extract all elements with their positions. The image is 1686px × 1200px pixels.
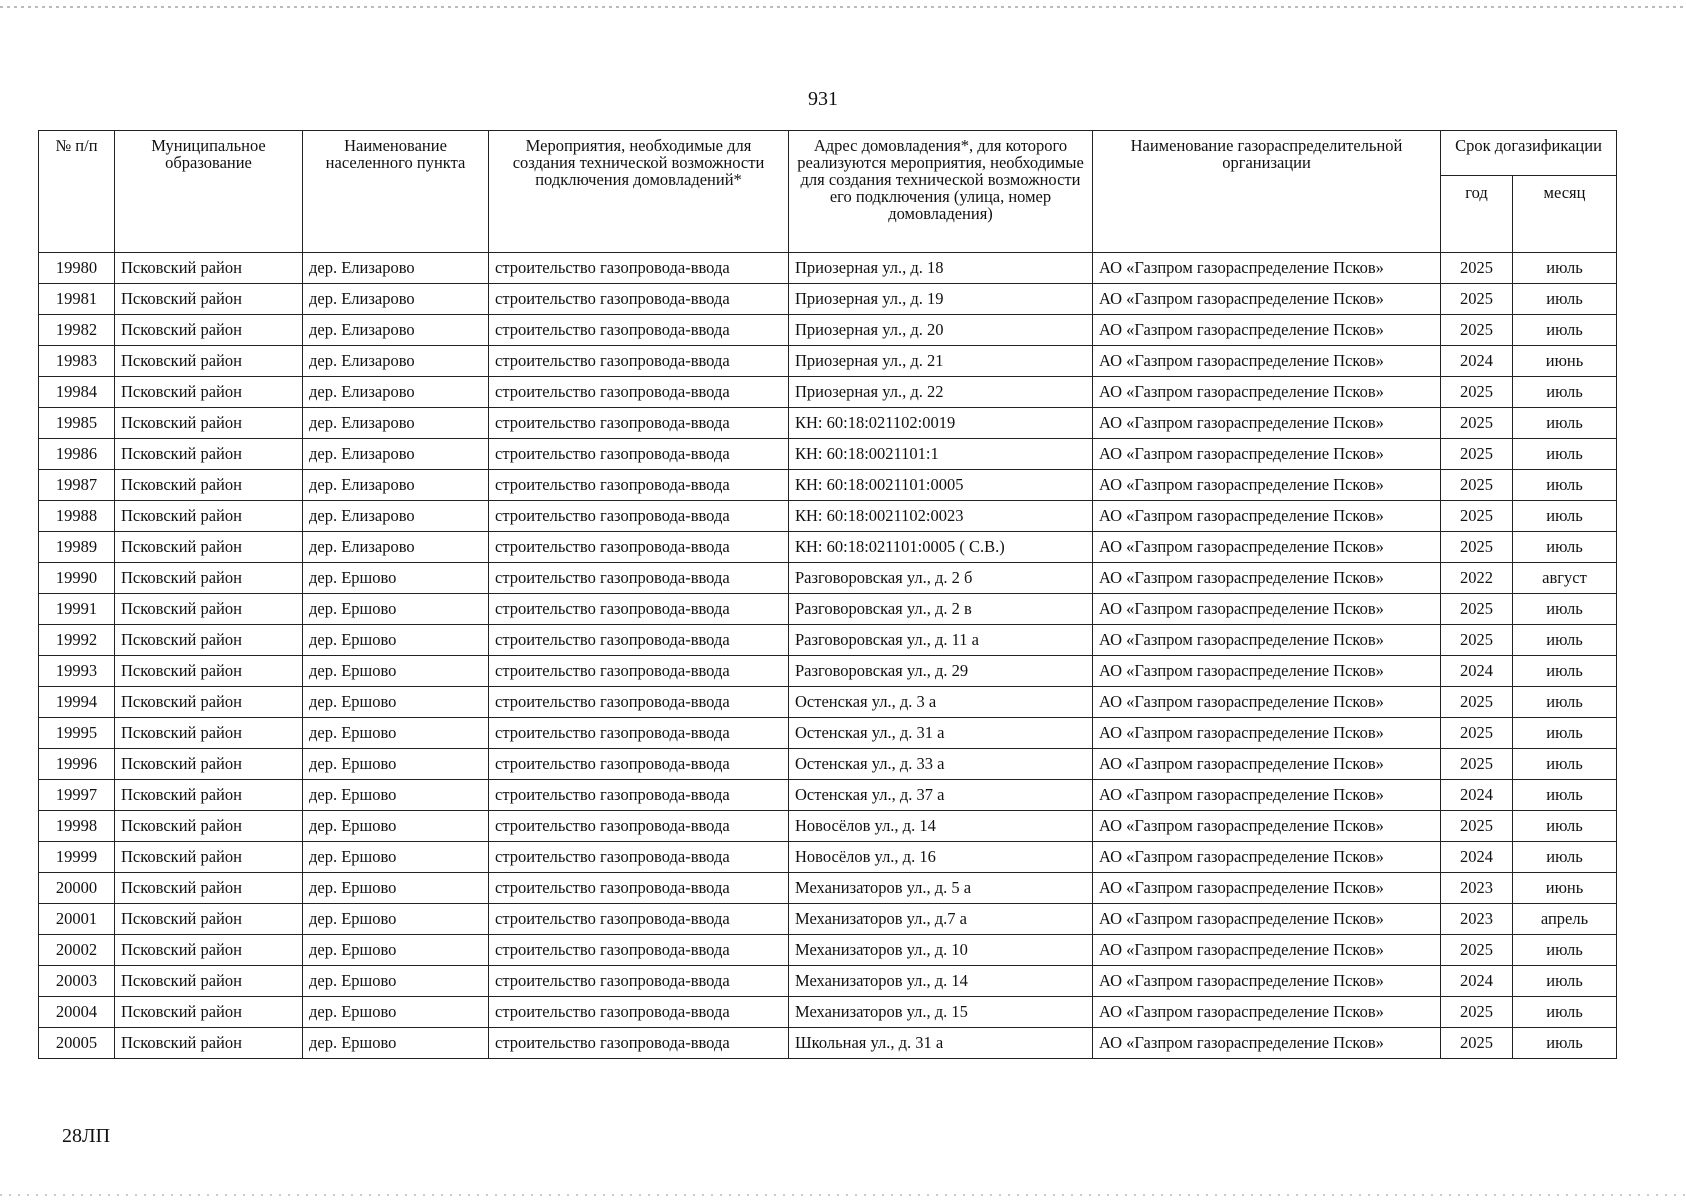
cell-year: 2025: [1441, 532, 1513, 563]
cell-organization: АО «Газпром газораспределение Псков»: [1093, 904, 1441, 935]
cell-settlement: дер. Елизарово: [303, 346, 489, 377]
cell-address: Новосёлов ул., д. 16: [789, 842, 1093, 873]
cell-settlement: дер. Ершово: [303, 904, 489, 935]
table-row: [39, 594, 1617, 625]
cell-num: 19983: [39, 346, 115, 377]
table-row: [39, 718, 1617, 749]
cell-address: Приозерная ул., д. 18: [789, 253, 1093, 284]
cell-settlement: дер. Ершово: [303, 656, 489, 687]
cell-address: Остенская ул., д. 31 а: [789, 718, 1093, 749]
cell-measure: строительство газопровода-ввода: [489, 315, 789, 346]
cell-address: КН: 60:18:021101:0005 ( С.В.): [789, 532, 1093, 563]
cell-municipality: Псковский район: [115, 687, 303, 718]
cell-num: 19980: [39, 253, 115, 284]
cell-organization: АО «Газпром газораспределение Псков»: [1093, 377, 1441, 408]
cell-address: Механизаторов ул., д. 15: [789, 997, 1093, 1028]
cell-month: июль: [1513, 532, 1617, 563]
cell-municipality: Псковский район: [115, 718, 303, 749]
cell-municipality: Псковский район: [115, 470, 303, 501]
cell-address: Школьная ул., д. 31 а: [789, 1028, 1093, 1059]
cell-organization: АО «Газпром газораспределение Псков»: [1093, 284, 1441, 315]
cell-year: 2025: [1441, 718, 1513, 749]
cell-settlement: дер. Ершово: [303, 563, 489, 594]
cell-num: 19986: [39, 439, 115, 470]
cell-month: июль: [1513, 966, 1617, 997]
cell-address: Новосёлов ул., д. 14: [789, 811, 1093, 842]
cell-measure: строительство газопровода-ввода: [489, 687, 789, 718]
table-row: [39, 904, 1617, 935]
cell-num: 19995: [39, 718, 115, 749]
cell-settlement: дер. Ершово: [303, 625, 489, 656]
table-row: [39, 563, 1617, 594]
table-row: [39, 501, 1617, 532]
cell-year: 2025: [1441, 594, 1513, 625]
cell-num: 20001: [39, 904, 115, 935]
cell-settlement: дер. Елизарово: [303, 439, 489, 470]
cell-organization: АО «Газпром газораспределение Псков»: [1093, 811, 1441, 842]
scan-edge-bottom: [0, 1194, 1686, 1196]
scan-edge-top: [0, 6, 1686, 8]
cell-settlement: дер. Ершово: [303, 842, 489, 873]
cell-address: Приозерная ул., д. 20: [789, 315, 1093, 346]
cell-organization: АО «Газпром газораспределение Псков»: [1093, 253, 1441, 284]
cell-settlement: дер. Ершово: [303, 966, 489, 997]
cell-month: июль: [1513, 315, 1617, 346]
cell-year: 2024: [1441, 346, 1513, 377]
table-row: [39, 749, 1617, 780]
cell-settlement: дер. Елизарово: [303, 408, 489, 439]
cell-year: 2025: [1441, 315, 1513, 346]
cell-address: Остенская ул., д. 3 а: [789, 687, 1093, 718]
cell-num: 19993: [39, 656, 115, 687]
cell-month: июль: [1513, 935, 1617, 966]
cell-municipality: Псковский район: [115, 780, 303, 811]
cell-month: июнь: [1513, 873, 1617, 904]
cell-year: 2024: [1441, 780, 1513, 811]
cell-address: Механизаторов ул., д. 10: [789, 935, 1093, 966]
table-row: [39, 687, 1617, 718]
cell-num: 19989: [39, 532, 115, 563]
cell-year: 2024: [1441, 656, 1513, 687]
cell-measure: строительство газопровода-ввода: [489, 625, 789, 656]
cell-measure: строительство газопровода-ввода: [489, 346, 789, 377]
cell-num: 19982: [39, 315, 115, 346]
cell-measure: строительство газопровода-ввода: [489, 997, 789, 1028]
cell-settlement: дер. Елизарово: [303, 315, 489, 346]
table-row: [39, 253, 1617, 284]
cell-num: 20005: [39, 1028, 115, 1059]
cell-year: 2023: [1441, 904, 1513, 935]
cell-organization: АО «Газпром газораспределение Псков»: [1093, 594, 1441, 625]
cell-measure: строительство газопровода-ввода: [489, 904, 789, 935]
table-row: [39, 842, 1617, 873]
cell-num: 19981: [39, 284, 115, 315]
table-row: [39, 780, 1617, 811]
cell-settlement: дер. Елизарово: [303, 284, 489, 315]
cell-municipality: Псковский район: [115, 842, 303, 873]
header-address: Адрес домовладения*, для которого реализуются мероприятия, необходимые для создания технической возможности его подключения (улица, номер домовладения): [789, 131, 1093, 253]
cell-month: июль: [1513, 439, 1617, 470]
cell-address: Разговоровская ул., д. 29: [789, 656, 1093, 687]
table-row: [39, 811, 1617, 842]
gasification-table: [38, 130, 1617, 1059]
cell-organization: АО «Газпром газораспределение Псков»: [1093, 315, 1441, 346]
cell-municipality: Псковский район: [115, 935, 303, 966]
cell-settlement: дер. Ершово: [303, 873, 489, 904]
cell-num: 19988: [39, 501, 115, 532]
cell-num: 20000: [39, 873, 115, 904]
cell-municipality: Псковский район: [115, 377, 303, 408]
cell-measure: строительство газопровода-ввода: [489, 439, 789, 470]
cell-num: 20004: [39, 997, 115, 1028]
cell-organization: АО «Газпром газораспределение Псков»: [1093, 749, 1441, 780]
cell-municipality: Псковский район: [115, 563, 303, 594]
cell-organization: АО «Газпром газораспределение Псков»: [1093, 718, 1441, 749]
cell-num: 19994: [39, 687, 115, 718]
cell-municipality: Псковский район: [115, 997, 303, 1028]
cell-year: 2025: [1441, 935, 1513, 966]
cell-year: 2025: [1441, 811, 1513, 842]
cell-settlement: дер. Ершово: [303, 718, 489, 749]
header-municipality: Муниципальное образование: [115, 131, 303, 253]
cell-measure: строительство газопровода-ввода: [489, 377, 789, 408]
cell-address: КН: 60:18:0021101:0005: [789, 470, 1093, 501]
cell-municipality: Псковский район: [115, 439, 303, 470]
cell-organization: АО «Газпром газораспределение Псков»: [1093, 1028, 1441, 1059]
cell-month: июль: [1513, 470, 1617, 501]
cell-organization: АО «Газпром газораспределение Псков»: [1093, 346, 1441, 377]
table-row: [39, 284, 1617, 315]
cell-measure: строительство газопровода-ввода: [489, 284, 789, 315]
cell-municipality: Псковский район: [115, 625, 303, 656]
cell-measure: строительство газопровода-ввода: [489, 873, 789, 904]
cell-address: КН: 60:18:0021101:1: [789, 439, 1093, 470]
table-row: [39, 625, 1617, 656]
header-year: год: [1441, 176, 1513, 253]
cell-municipality: Псковский район: [115, 501, 303, 532]
cell-settlement: дер. Ершово: [303, 594, 489, 625]
cell-municipality: Псковский район: [115, 966, 303, 997]
cell-measure: строительство газопровода-ввода: [489, 563, 789, 594]
table-row: [39, 408, 1617, 439]
table-row: [39, 873, 1617, 904]
table-body: [39, 253, 1617, 1059]
cell-measure: строительство газопровода-ввода: [489, 656, 789, 687]
cell-month: июль: [1513, 284, 1617, 315]
cell-municipality: Псковский район: [115, 904, 303, 935]
cell-year: 2023: [1441, 873, 1513, 904]
cell-organization: АО «Газпром газораспределение Псков»: [1093, 966, 1441, 997]
cell-month: июль: [1513, 749, 1617, 780]
cell-municipality: Псковский район: [115, 346, 303, 377]
cell-month: июль: [1513, 656, 1617, 687]
cell-settlement: дер. Ершово: [303, 1028, 489, 1059]
cell-month: июль: [1513, 408, 1617, 439]
cell-address: Остенская ул., д. 33 а: [789, 749, 1093, 780]
cell-municipality: Псковский район: [115, 873, 303, 904]
cell-municipality: Псковский район: [115, 315, 303, 346]
cell-month: июль: [1513, 811, 1617, 842]
table-row: [39, 470, 1617, 501]
cell-year: 2025: [1441, 253, 1513, 284]
cell-year: 2025: [1441, 408, 1513, 439]
cell-year: 2025: [1441, 377, 1513, 408]
table-row: [39, 377, 1617, 408]
cell-address: КН: 60:18:021102:0019: [789, 408, 1093, 439]
cell-measure: строительство газопровода-ввода: [489, 408, 789, 439]
cell-measure: строительство газопровода-ввода: [489, 966, 789, 997]
header-organization: Наименование газораспределительной организации: [1093, 131, 1441, 253]
cell-year: 2025: [1441, 284, 1513, 315]
cell-num: 19987: [39, 470, 115, 501]
cell-settlement: дер. Елизарово: [303, 377, 489, 408]
cell-month: июль: [1513, 842, 1617, 873]
cell-address: Механизаторов ул., д.7 а: [789, 904, 1093, 935]
cell-measure: строительство газопровода-ввода: [489, 811, 789, 842]
table-row: [39, 532, 1617, 563]
cell-municipality: Псковский район: [115, 811, 303, 842]
table-header: [39, 131, 1617, 253]
cell-measure: строительство газопровода-ввода: [489, 935, 789, 966]
cell-month: июль: [1513, 625, 1617, 656]
cell-num: 20002: [39, 935, 115, 966]
cell-num: 19991: [39, 594, 115, 625]
cell-settlement: дер. Ершово: [303, 687, 489, 718]
cell-measure: строительство газопровода-ввода: [489, 594, 789, 625]
cell-municipality: Псковский район: [115, 253, 303, 284]
cell-month: июль: [1513, 780, 1617, 811]
cell-address: Разговоровская ул., д. 2 в: [789, 594, 1093, 625]
cell-municipality: Псковский район: [115, 284, 303, 315]
cell-num: 20003: [39, 966, 115, 997]
cell-month: июль: [1513, 253, 1617, 284]
cell-year: 2025: [1441, 749, 1513, 780]
table-row: [39, 656, 1617, 687]
table-row: [39, 315, 1617, 346]
cell-address: Остенская ул., д. 37 а: [789, 780, 1093, 811]
cell-year: 2024: [1441, 842, 1513, 873]
cell-num: 19999: [39, 842, 115, 873]
table-row: [39, 997, 1617, 1028]
cell-organization: АО «Газпром газораспределение Псков»: [1093, 780, 1441, 811]
cell-measure: строительство газопровода-ввода: [489, 470, 789, 501]
cell-address: Приозерная ул., д. 22: [789, 377, 1093, 408]
cell-month: июль: [1513, 377, 1617, 408]
cell-settlement: дер. Ершово: [303, 780, 489, 811]
cell-organization: АО «Газпром газораспределение Псков»: [1093, 656, 1441, 687]
cell-address: Разговоровская ул., д. 11 а: [789, 625, 1093, 656]
cell-month: июль: [1513, 501, 1617, 532]
cell-num: 19998: [39, 811, 115, 842]
cell-month: июль: [1513, 997, 1617, 1028]
cell-year: 2022: [1441, 563, 1513, 594]
cell-measure: строительство газопровода-ввода: [489, 1028, 789, 1059]
cell-measure: строительство газопровода-ввода: [489, 253, 789, 284]
cell-organization: АО «Газпром газораспределение Псков»: [1093, 532, 1441, 563]
cell-num: 19984: [39, 377, 115, 408]
header-term: Срок догазификации: [1441, 131, 1617, 176]
cell-measure: строительство газопровода-ввода: [489, 780, 789, 811]
cell-measure: строительство газопровода-ввода: [489, 842, 789, 873]
cell-municipality: Псковский район: [115, 594, 303, 625]
table-row: [39, 966, 1617, 997]
cell-num: 19992: [39, 625, 115, 656]
cell-municipality: Псковский район: [115, 656, 303, 687]
table-row: [39, 346, 1617, 377]
cell-measure: строительство газопровода-ввода: [489, 749, 789, 780]
cell-year: 2025: [1441, 1028, 1513, 1059]
cell-address: КН: 60:18:0021102:0023: [789, 501, 1093, 532]
cell-settlement: дер. Елизарово: [303, 501, 489, 532]
cell-settlement: дер. Ершово: [303, 997, 489, 1028]
cell-month: август: [1513, 563, 1617, 594]
cell-settlement: дер. Ершово: [303, 749, 489, 780]
cell-organization: АО «Газпром газораспределение Псков»: [1093, 842, 1441, 873]
cell-settlement: дер. Елизарово: [303, 253, 489, 284]
cell-settlement: дер. Ершово: [303, 811, 489, 842]
cell-month: июль: [1513, 594, 1617, 625]
cell-settlement: дер. Елизарово: [303, 470, 489, 501]
header-month: месяц: [1513, 176, 1617, 253]
cell-year: 2025: [1441, 470, 1513, 501]
cell-organization: АО «Газпром газораспределение Псков»: [1093, 408, 1441, 439]
cell-address: Механизаторов ул., д. 5 а: [789, 873, 1093, 904]
cell-year: 2025: [1441, 687, 1513, 718]
cell-num: 19985: [39, 408, 115, 439]
cell-organization: АО «Газпром газораспределение Псков»: [1093, 687, 1441, 718]
cell-organization: АО «Газпром газораспределение Псков»: [1093, 470, 1441, 501]
cell-organization: АО «Газпром газораспределение Псков»: [1093, 935, 1441, 966]
cell-measure: строительство газопровода-ввода: [489, 532, 789, 563]
page-number: 931: [808, 88, 838, 110]
cell-settlement: дер. Елизарово: [303, 532, 489, 563]
cell-municipality: Псковский район: [115, 749, 303, 780]
cell-address: Приозерная ул., д. 21: [789, 346, 1093, 377]
cell-measure: строительство газопровода-ввода: [489, 718, 789, 749]
cell-month: июль: [1513, 1028, 1617, 1059]
cell-address: Механизаторов ул., д. 14: [789, 966, 1093, 997]
cell-month: июль: [1513, 718, 1617, 749]
cell-num: 19997: [39, 780, 115, 811]
header-settlement: Наименование населенного пункта: [303, 131, 489, 253]
footer-code: 28ЛП: [62, 1125, 111, 1147]
cell-municipality: Псковский район: [115, 532, 303, 563]
cell-num: 19996: [39, 749, 115, 780]
table-row: [39, 439, 1617, 470]
table-row: [39, 1028, 1617, 1059]
cell-municipality: Псковский район: [115, 1028, 303, 1059]
cell-month: июнь: [1513, 346, 1617, 377]
header-measures: Мероприятия, необходимые для создания технической возможности подключения домовладений*: [489, 131, 789, 253]
cell-num: 19990: [39, 563, 115, 594]
cell-organization: АО «Газпром газораспределение Псков»: [1093, 997, 1441, 1028]
cell-year: 2025: [1441, 997, 1513, 1028]
cell-address: Разговоровская ул., д. 2 б: [789, 563, 1093, 594]
cell-month: апрель: [1513, 904, 1617, 935]
cell-measure: строительство газопровода-ввода: [489, 501, 789, 532]
cell-month: июль: [1513, 687, 1617, 718]
cell-organization: АО «Газпром газораспределение Псков»: [1093, 873, 1441, 904]
cell-organization: АО «Газпром газораспределение Псков»: [1093, 439, 1441, 470]
header-num: № п/п: [39, 131, 115, 253]
cell-municipality: Псковский район: [115, 408, 303, 439]
cell-year: 2025: [1441, 439, 1513, 470]
cell-address: Приозерная ул., д. 19: [789, 284, 1093, 315]
cell-organization: АО «Газпром газораспределение Псков»: [1093, 625, 1441, 656]
cell-year: 2025: [1441, 501, 1513, 532]
cell-organization: АО «Газпром газораспределение Псков»: [1093, 501, 1441, 532]
cell-year: 2024: [1441, 966, 1513, 997]
table-row: [39, 935, 1617, 966]
cell-year: 2025: [1441, 625, 1513, 656]
cell-organization: АО «Газпром газораспределение Псков»: [1093, 563, 1441, 594]
cell-settlement: дер. Ершово: [303, 935, 489, 966]
